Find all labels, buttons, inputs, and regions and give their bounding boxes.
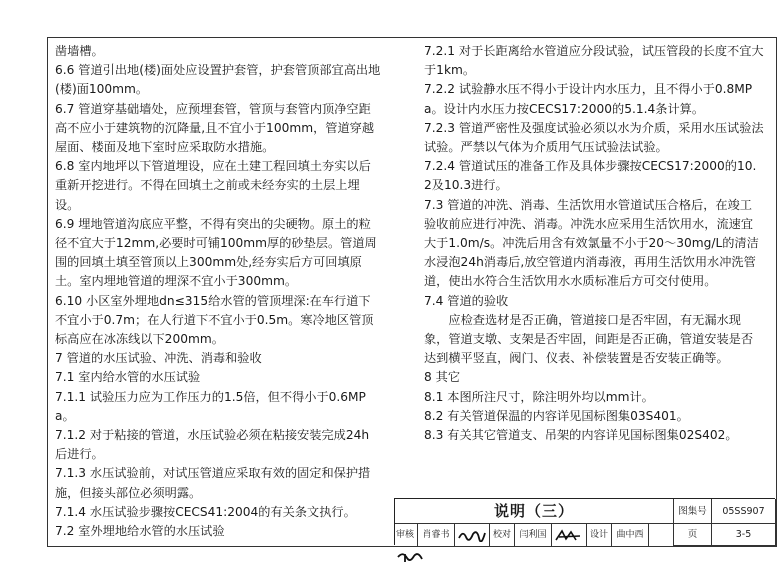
paragraph: 6.6 管道引出地(楼)面处应设置护套管，护套管顶部宜高出地(楼)面100mm。 [55,63,381,97]
designer-signature [395,550,425,564]
paragraph: 7.2.2 试验静水压不得小于设计内水压力，且不得小于0.8MPa。设计内水压力按CECS17:2000的5.1.4条计算。 [424,82,753,116]
paragraph: 凿墙槽。 [55,44,104,58]
design-label: 设计 [589,530,608,540]
sheet-title: 说明（三） [395,499,674,524]
paragraph: 7.1.4 水压试验步骤按CECS41:2004的有关条文执行。 [55,504,356,519]
reviewer-signature [457,528,487,542]
subsection-heading: 7.4 管道的验收 [424,293,509,308]
review-label: 审核 [395,530,414,540]
reviewer-name: 肖睿书 [422,530,450,540]
atlas-number: 05SS907 [712,499,776,524]
section-heading: 8 其它 [424,370,461,385]
paragraph: 应检查选材是否正确，管道接口是否牢固，有无漏水现象，管道支墩、支架是否牢固，间距是否正确，管道安装是否达到横平竖直，阀门、仪表、补偿装置是否安装正确等。 [424,312,754,366]
paragraph: 8.1 本图所注尺寸，除注明外均以mm计。 [424,389,654,404]
signature-row [395,524,674,546]
paragraph: 6.10 小区室外埋地dn≤315给水管的管顶埋深:在车行道下不宜小于0.7m；在人行道下不宜小于0.5m。寒冷地区管顶标高应在冰冻线以下200mm。 [55,293,374,347]
checker-name: 闫利国 [519,530,547,540]
checker-signature [554,528,584,542]
right-text-column [424,42,764,445]
paragraph: 7.2.4 管道试压的准备工作及具体步骤按CECS17:2000的10.2及10.3进行。 [424,159,757,193]
check-label: 校对 [492,530,511,540]
page-label: 页 [674,524,712,546]
paragraph: 8.3 有关其它管道支、吊架的内容详见国标图集02S402。 [424,428,738,443]
page-number: 3-5 [712,524,776,546]
paragraph: 8.2 有关管道保温的内容详见国标图集03S401。 [424,408,689,423]
paragraph: 6.8 室内地坪以下管道埋设，应在土建工程回填土夯实以后重新开挖进行。不得在回填土之前或未经夯实的土层上埋设。 [55,159,371,212]
section-heading: 7 管道的水压试验、冲洗、消毒和验收 [55,351,262,366]
paragraph: 7.2.1 对于长距离给水管道应分段试验，试压管段的长度不宜大于1km。 [424,44,764,78]
subsection-heading: 7.1 室内给水管的水压试验 [55,370,201,385]
paragraph: 7.1.2 对于粘接的管道，水压试验必须在粘接安装完成24h后进行。 [55,428,370,462]
subsection-heading: 7.2 室外埋地给水管的水压试验 [55,524,225,539]
left-text-column [55,42,381,541]
paragraph: 7.1.3 水压试验前，对试压管道应采取有效的固定和保护措施，但接头部位必须明露。 [55,466,371,500]
paragraph: 7.2.3 管道严密性及强度试验必须以水为介质，采用水压试验法试验。严禁以气体为介质用气压试验法试验。 [424,120,764,155]
designer-name: 曲中西 [616,530,644,540]
paragraph: 7.1.1 试验压力应为工作压力的1.5倍，但不得小于0.6MPa。 [55,389,366,423]
atlas-number-label: 图集号 [674,499,712,524]
paragraph: 6.7 管道穿基础墙处，应预埋套管，管顶与套管内顶净空距高不应小于建筑物的沉降量,且不宜小于100mm，管道穿越屋面、楼面及地下室时应采取防水措施。 [55,101,375,155]
title-block [394,498,775,545]
paragraph: 7.3 管道的冲洗、消毒、生活饮用水管道试压合格后，在竣工验收前应进行冲洗、消毒。冲洗水应采用生活饮用水，流速宜大于1.0m/s。冲洗后用含有效氯量不小于20～30mg/L的清洁水浸泡24h消毒后,放空管道内消毒液，再用生活饮用水冲洗管道，使出水符合生活饮用水水质标准后方可交付使用。 [424,197,759,289]
paragraph: 6.9 埋地管道沟底应平整，不得有突出的尖硬物。原土的粒径不宜大于12mm,必要时可铺100mm厚的砂垫层。管道周围的回填土填至管顶以上300mm处,经夯实后方可回填原土。室内埋地管道的埋深不宜小于300mm。 [55,216,377,289]
